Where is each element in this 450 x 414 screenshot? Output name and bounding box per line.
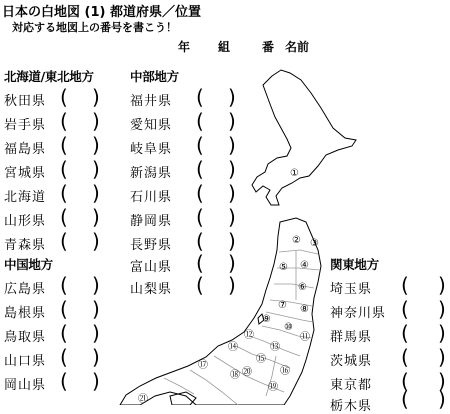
answer-close-paren: ) bbox=[438, 387, 446, 411]
pref-label-toyama: 富山県 bbox=[130, 260, 173, 275]
pref-label-tochigi: 栃木県 bbox=[330, 399, 373, 414]
pref-label-tokyo: 東京都 bbox=[330, 378, 373, 393]
pref-label-saitama: 埼玉県 bbox=[330, 282, 373, 297]
answer-open-paren[interactable]: ( bbox=[60, 133, 68, 157]
region-label-chugoku: 中国地方 bbox=[4, 257, 53, 272]
answer-close-paren: ) bbox=[228, 181, 236, 205]
answer-open-paren[interactable]: ( bbox=[196, 133, 204, 157]
map-number: ④ bbox=[300, 260, 309, 271]
answer-open-paren[interactable]: ( bbox=[401, 297, 409, 321]
pref-label-yamagata: 山形県 bbox=[4, 214, 47, 229]
map-number: ⑨ bbox=[262, 314, 271, 325]
pref-label-fukui: 福井県 bbox=[130, 94, 173, 109]
answer-close-paren: ) bbox=[438, 297, 446, 321]
map-number: ⑥ bbox=[298, 282, 307, 293]
answer-open-paren[interactable]: ( bbox=[196, 229, 204, 253]
answer-close-paren: ) bbox=[228, 229, 236, 253]
answer-close-paren: ) bbox=[92, 229, 100, 253]
answer-close-paren: ) bbox=[228, 85, 236, 109]
answer-close-paren: ) bbox=[228, 109, 236, 133]
pref-label-iwate: 岩手県 bbox=[4, 118, 47, 133]
pref-label-fukushima: 福島県 bbox=[4, 142, 47, 157]
map-number: ⑩ bbox=[284, 322, 293, 333]
region-label-kanto: 関東地方 bbox=[330, 257, 379, 272]
year-label: 年 bbox=[178, 40, 191, 54]
answer-close-paren: ) bbox=[92, 369, 100, 393]
pref-label-aichi: 愛知県 bbox=[130, 118, 173, 133]
pref-label-shizuoka: 静岡県 bbox=[130, 214, 173, 229]
answer-close-paren: ) bbox=[92, 181, 100, 205]
shikoku-outline bbox=[170, 392, 196, 405]
answer-open-paren[interactable]: ( bbox=[401, 387, 409, 411]
map-number: ㉑ bbox=[138, 394, 148, 405]
pref-label-kanagawa: 神奈川県 bbox=[330, 306, 387, 321]
answer-close-paren: ) bbox=[92, 345, 100, 369]
region-label-chubu: 中部地方 bbox=[130, 69, 179, 84]
answer-close-paren: ) bbox=[92, 157, 100, 181]
answer-open-paren[interactable]: ( bbox=[60, 157, 68, 181]
map-number: ① bbox=[290, 168, 299, 179]
answer-close-paren: ) bbox=[438, 345, 446, 369]
answer-close-paren: ) bbox=[228, 133, 236, 157]
pref-label-yamanashi: 山梨県 bbox=[130, 282, 173, 297]
pref-label-gifu: 岐阜県 bbox=[130, 142, 173, 157]
map-number: ⑳ bbox=[242, 367, 252, 378]
pref-label-shimane: 島根県 bbox=[4, 306, 47, 321]
pref-label-akita: 秋田県 bbox=[4, 94, 47, 109]
answer-open-paren[interactable]: ( bbox=[60, 109, 68, 133]
map-number: ⑯ bbox=[280, 366, 290, 377]
answer-open-paren[interactable]: ( bbox=[60, 229, 68, 253]
answer-close-paren: ) bbox=[92, 85, 100, 109]
map-number: ⑬ bbox=[270, 342, 280, 353]
answer-close-paren: ) bbox=[438, 369, 446, 393]
map-number: ⑤ bbox=[279, 262, 288, 273]
answer-open-paren[interactable]: ( bbox=[196, 251, 204, 275]
answer-open-paren[interactable]: ( bbox=[196, 85, 204, 109]
map-number: ⑱ bbox=[230, 370, 240, 381]
map-number: ⑧ bbox=[300, 304, 309, 315]
number-label: 番 bbox=[262, 40, 275, 54]
answer-close-paren: ) bbox=[438, 273, 446, 297]
answer-open-paren[interactable]: ( bbox=[196, 205, 204, 229]
map-number: ③ bbox=[310, 238, 319, 249]
pref-label-aomori: 青森県 bbox=[4, 238, 47, 253]
answer-close-paren: ) bbox=[228, 273, 236, 297]
answer-open-paren[interactable]: ( bbox=[196, 181, 204, 205]
map-number: ⑫ bbox=[244, 330, 254, 341]
pref-label-miyagi: 宮城県 bbox=[4, 166, 47, 181]
map-number: ⑮ bbox=[256, 354, 266, 365]
answer-open-paren[interactable]: ( bbox=[60, 181, 68, 205]
answer-open-paren[interactable]: ( bbox=[60, 321, 68, 345]
pref-label-hiroshima: 広島県 bbox=[4, 282, 47, 297]
pref-label-yamaguchi: 山口県 bbox=[4, 354, 47, 369]
instruction-text: 対応する地図上の番号を書こう！ bbox=[12, 21, 177, 34]
answer-close-paren: ) bbox=[92, 297, 100, 321]
pref-label-ishikawa: 石川県 bbox=[130, 190, 173, 205]
answer-close-paren: ) bbox=[92, 133, 100, 157]
pref-label-hokkaido: 北海道 bbox=[4, 190, 47, 205]
answer-open-paren[interactable]: ( bbox=[196, 273, 204, 297]
class-label: 組 bbox=[218, 40, 231, 54]
hokkaido-outline bbox=[252, 70, 356, 205]
answer-open-paren[interactable]: ( bbox=[60, 297, 68, 321]
pref-label-tottori: 鳥取県 bbox=[4, 330, 47, 345]
pref-label-niigata: 新潟県 bbox=[130, 166, 173, 181]
region-label-hokkaido-tohoku: 北海道/東北地方 bbox=[4, 69, 94, 84]
answer-close-paren: ) bbox=[228, 205, 236, 229]
pref-label-ibaraki: 茨城県 bbox=[330, 354, 373, 369]
answer-close-paren: ) bbox=[92, 321, 100, 345]
answer-open-paren[interactable]: ( bbox=[401, 321, 409, 345]
answer-open-paren[interactable]: ( bbox=[60, 345, 68, 369]
pref-label-nagano: 長野県 bbox=[130, 238, 173, 253]
pref-label-okayama: 岡山県 bbox=[4, 378, 47, 393]
page-title: 日本の白地図 (1) 都道府県／位置 bbox=[2, 5, 201, 20]
map-number: ② bbox=[292, 235, 301, 246]
answer-close-paren: ) bbox=[92, 109, 100, 133]
answer-open-paren[interactable]: ( bbox=[60, 273, 68, 297]
map-number: ⑦ bbox=[278, 300, 287, 311]
map-number: ⑲ bbox=[268, 382, 278, 393]
map-number: ⑰ bbox=[198, 360, 208, 371]
answer-open-paren[interactable]: ( bbox=[60, 85, 68, 109]
answer-close-paren: ) bbox=[438, 321, 446, 345]
answer-open-paren[interactable]: ( bbox=[60, 369, 68, 393]
answer-open-paren[interactable]: ( bbox=[401, 345, 409, 369]
map-number: ⑪ bbox=[300, 332, 310, 343]
answer-open-paren[interactable]: ( bbox=[401, 273, 409, 297]
answer-close-paren: ) bbox=[92, 273, 100, 297]
answer-open-paren[interactable]: ( bbox=[196, 157, 204, 181]
answer-close-paren: ) bbox=[228, 251, 236, 275]
pref-label-gunma: 群馬県 bbox=[330, 330, 373, 345]
answer-close-paren: ) bbox=[228, 157, 236, 181]
answer-close-paren: ) bbox=[92, 205, 100, 229]
answer-open-paren[interactable]: ( bbox=[60, 205, 68, 229]
answer-open-paren[interactable]: ( bbox=[196, 109, 204, 133]
name-label: 名前 bbox=[285, 40, 310, 54]
answer-open-paren[interactable]: ( bbox=[401, 369, 409, 393]
map-number: ⑭ bbox=[228, 342, 238, 353]
